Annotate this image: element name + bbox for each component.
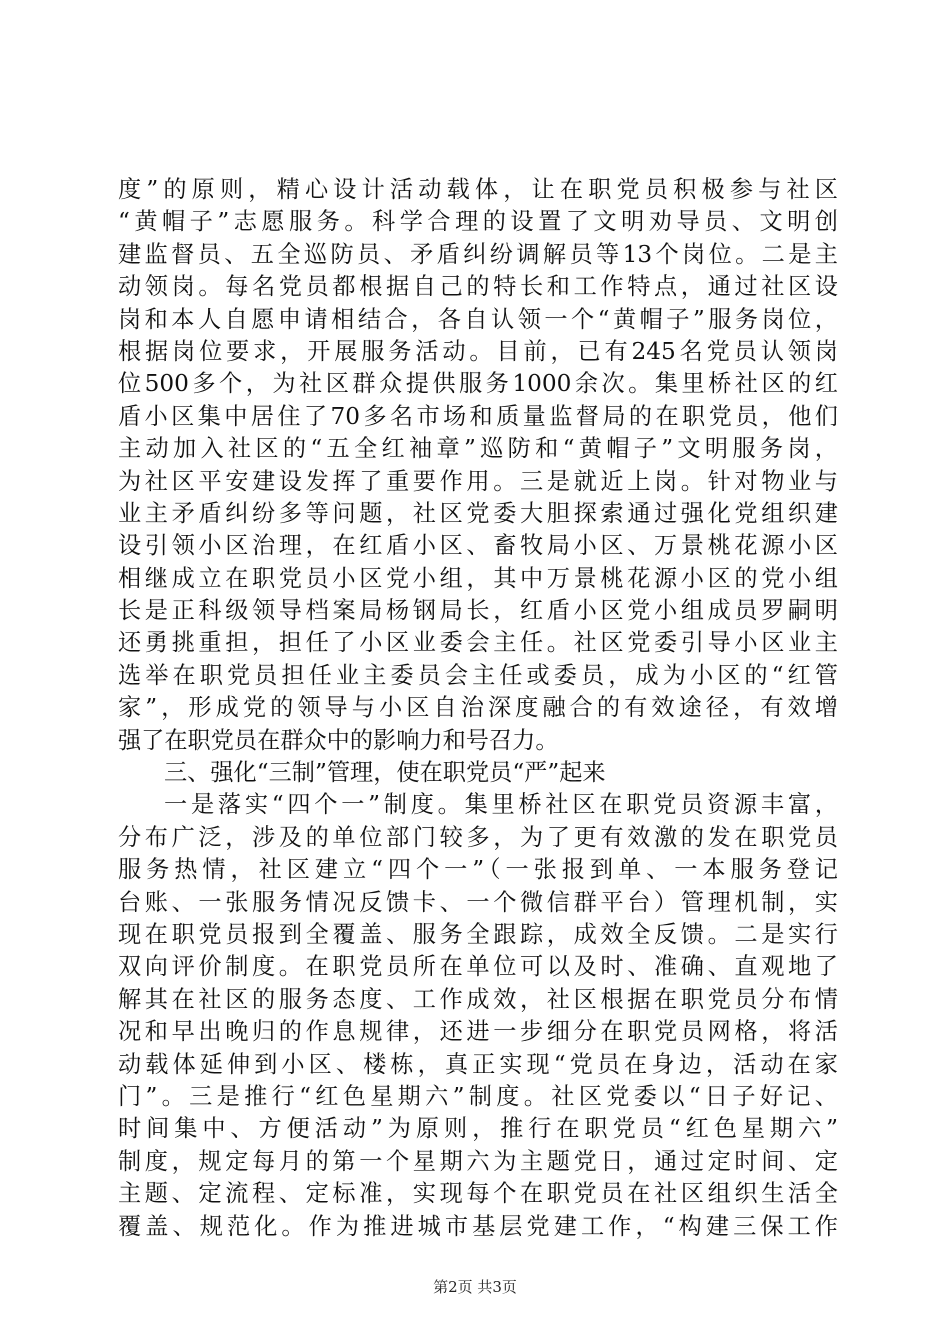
text-line: 双向评价制度。在职党员所在单位可以及时、准确、直观地了 [118, 953, 838, 981]
body-text [118, 174, 838, 1243]
text-line: 度”的原则，精心设计活动载体，让在职党员积极参与社区 [118, 176, 838, 203]
paragraph-first-line: 一是落实“四个一”制度。集里桥社区在职党员资源丰富， [164, 791, 838, 819]
text-line: 设引领小区治理，在红盾小区、畜牧局小区、万景桃花源小区 [118, 532, 838, 560]
text-line: 台账、一张服务情况反馈卡、一个微信群平台）管理机制，实 [118, 888, 838, 916]
text-line: 长是正科级领导档案局杨钢局长，红盾小区党小组成员罗嗣明 [118, 597, 838, 625]
text-line: 为社区平安建设发挥了重要作用。三是就近上岗。针对物业与 [118, 467, 838, 495]
text-line: 分布广泛，涉及的单位部门较多，为了更有效激的发在职党员 [118, 823, 838, 851]
text-line: 动载体延伸到小区、楼栋，真正实现“党员在身边，活动在家 [118, 1050, 838, 1078]
text-line: 服务热情，社区建立“四个一”（一张报到单、一本服务登记 [118, 856, 838, 884]
text-line: 制度，规定每月的第一个星期六为主题党日，通过定时间、定 [118, 1147, 838, 1175]
section-heading: 三、强化“三制”管理，使在职党员“严”起来 [164, 759, 606, 787]
text-line: 门”。三是推行“红色星期六”制度。社区党委以“日子好记、 [118, 1082, 838, 1110]
text-line: 家”，形成党的领导与小区自治深度融合的有效途径，有效增 [118, 694, 838, 722]
text-line: 时间集中、方便活动”为原则，推行在职党员“红色星期六” [118, 1115, 838, 1143]
text-line: 选举在职党员担任业主委员会主任或委员，成为小区的“红管 [118, 661, 838, 689]
text-line: “黄帽子”志愿服务。科学合理的设置了文明劝导员、文明创 [118, 208, 838, 236]
text-line: 还勇挑重担，担任了小区业委会主任。社区党委引导小区业主 [118, 629, 838, 657]
text-line: 动领岗。每名党员都根据自己的特长和工作特点，通过社区设 [118, 273, 838, 301]
text-line: 位500多个，为社区群众提供服务1000余次。集里桥社区的红 [118, 370, 838, 398]
text-line: 覆盖、规范化。作为推进城市基层党建工作，“构建三保工作 [118, 1212, 838, 1240]
text-line: 相继成立在职党员小区党小组，其中万景桃花源小区的党小组 [118, 564, 838, 592]
text-line: 岗和本人自愿申请相结合，各自认领一个“黄帽子”服务岗位， [118, 305, 838, 333]
text-line: 主题、定流程、定标准，实现每个在职党员在社区组织生活全 [118, 1180, 838, 1208]
text-line: 根据岗位要求，开展服务活动。目前，已有245名党员认领岗 [118, 337, 838, 365]
text-line: 建监督员、五全巡防员、矛盾纠纷调解员等13个岗位。二是主 [118, 240, 838, 268]
text-line: 盾小区集中居住了70多名市场和质量监督局的在职党员，他们 [118, 402, 838, 430]
text-line: 强了在职党员在群众中的影响力和号召力。 [118, 726, 559, 754]
text-line: 主动加入社区的“五全红袖章”巡防和“黄帽子”文明服务岗， [118, 435, 838, 463]
text-line: 业主矛盾纠纷多等问题，社区党委大胆探索通过强化党组织建 [118, 499, 838, 527]
text-line: 解其在社区的服务态度、工作成效，社区根据在职党员分布情 [118, 985, 838, 1013]
page-footer: 第2页 共3页 [433, 1278, 517, 1296]
text-line: 现在职党员报到全覆盖、服务全跟踪，成效全反馈。二是实行 [118, 920, 838, 948]
text-line: 况和早出晚归的作息规律，还进一步细分在职党员网格，将活 [118, 1018, 838, 1046]
